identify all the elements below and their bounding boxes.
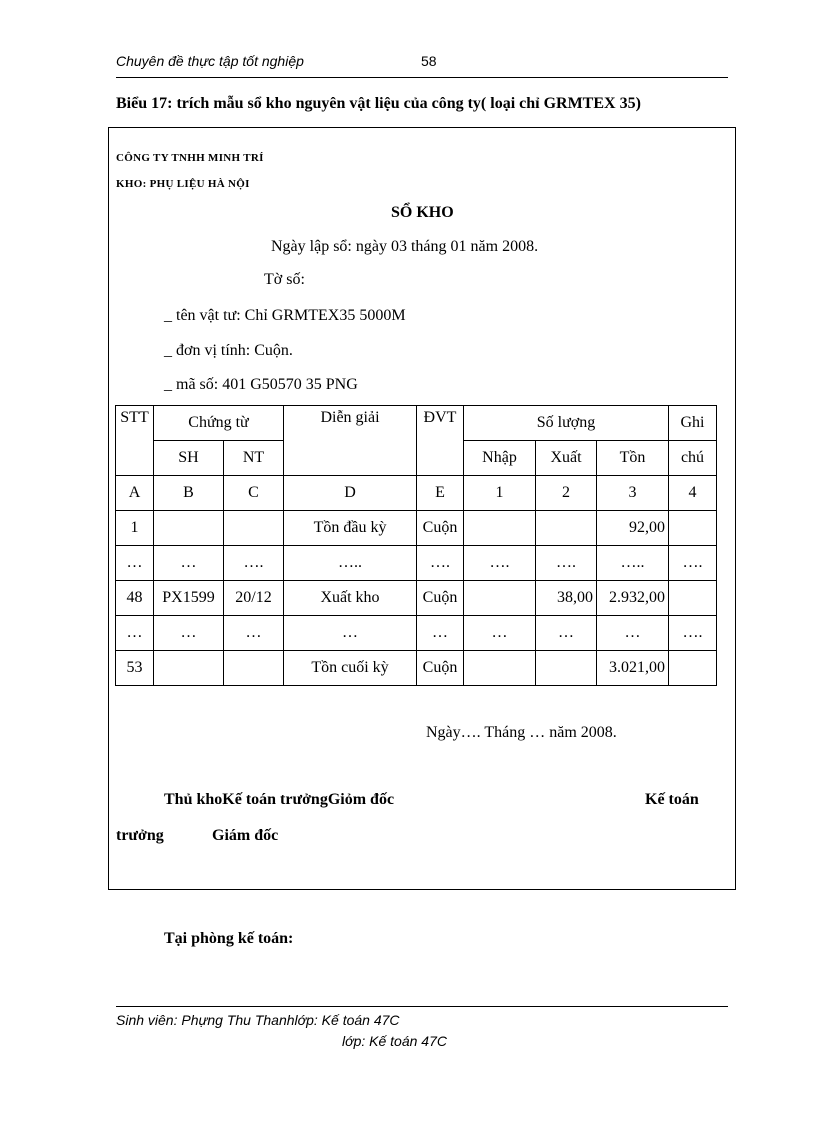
- cell-nt: …: [224, 616, 284, 651]
- signature-date: Ngày…. Tháng … năm 2008.: [426, 724, 617, 741]
- table-letter-row: [116, 476, 717, 511]
- company-name: CÔNG TY TNHH MINH TRÍ: [116, 152, 264, 164]
- cell-nt: [224, 651, 284, 686]
- signature-title-right: Kế toán: [645, 791, 699, 808]
- cell-dien-giai: …..: [284, 546, 417, 581]
- header-ton: Tồn: [597, 441, 669, 476]
- cell-xuat: [536, 511, 597, 546]
- letter-cell: A: [116, 476, 154, 511]
- cell-dvt: Cuộn: [417, 511, 464, 546]
- signature-titles: Thủ khoKế toán trưởngGiỏm đốc: [164, 791, 395, 808]
- cell-xuat: [536, 651, 597, 686]
- warehouse-name: KHO: PHỤ LIỆU HÀ NỘI: [116, 178, 250, 190]
- letter-cell: B: [154, 476, 224, 511]
- header-so-luong: Số lượng: [464, 406, 669, 441]
- page-number: 58: [421, 53, 437, 69]
- table-header-row: [116, 406, 717, 441]
- cell-sh: [154, 511, 224, 546]
- letter-cell: 1: [464, 476, 536, 511]
- cell-dien-giai: Tồn cuối kỳ: [284, 651, 417, 686]
- cell-dvt: Cuộn: [417, 651, 464, 686]
- header-rule: [116, 77, 728, 78]
- cell-sh: [154, 651, 224, 686]
- signature-title-giam-doc: Giám đốc: [212, 827, 279, 844]
- cell-dien-giai: Xuất kho: [284, 581, 417, 616]
- letter-cell: 3: [597, 476, 669, 511]
- cell-ghi-chu: ….: [669, 616, 717, 651]
- cell-nhap: [464, 511, 536, 546]
- cell-sh: …: [154, 546, 224, 581]
- header-dien-giai: Diễn giải: [284, 406, 417, 476]
- header-xuat: Xuất: [536, 441, 597, 476]
- header-chung-tu: Chứng từ: [154, 406, 284, 441]
- cell-xuat: ….: [536, 546, 597, 581]
- table-row: [116, 546, 717, 581]
- cell-xuat: …: [536, 616, 597, 651]
- signature-title-truong: trưởng: [116, 827, 164, 844]
- cell-nt: 20/12: [224, 581, 284, 616]
- figure-caption: Biểu 17: trích mẫu sổ kho nguyên vật liệu của công ty( loại chỉ GRMTEX 35): [116, 95, 641, 112]
- header-nhap: Nhập: [464, 441, 536, 476]
- cell-nhap: …: [464, 616, 536, 651]
- document-title: SỔ KHO: [391, 204, 454, 221]
- item-name: _ tên vật tư: Chỉ GRMTEX35 5000M: [164, 307, 406, 324]
- letter-cell: E: [417, 476, 464, 511]
- cell-xuat: 38,00: [536, 581, 597, 616]
- footer-student: Sinh viên: Phựng Thu Thanhlớp: Kế toán 47C: [116, 1012, 400, 1028]
- cell-stt: …: [116, 546, 154, 581]
- cell-ghi-chu: ….: [669, 546, 717, 581]
- cell-nt: ….: [224, 546, 284, 581]
- cell-dvt: …: [417, 616, 464, 651]
- cell-dvt: ….: [417, 546, 464, 581]
- code-line: _ mã số: 401 G50570 35 PNG: [164, 376, 358, 393]
- cell-stt: 1: [116, 511, 154, 546]
- letter-cell: C: [224, 476, 284, 511]
- cell-stt: 53: [116, 651, 154, 686]
- cell-nhap: ….: [464, 546, 536, 581]
- cell-nhap: [464, 651, 536, 686]
- cell-ghi-chu: [669, 581, 717, 616]
- cell-nt: [224, 511, 284, 546]
- ledger-table: [115, 405, 717, 686]
- office-note: Tại phòng kế toán:: [164, 930, 294, 947]
- cell-stt: …: [116, 616, 154, 651]
- cell-ghi-chu: [669, 511, 717, 546]
- cell-ton: 92,00: [597, 511, 669, 546]
- header-dvt: ĐVT: [417, 406, 464, 476]
- cell-dvt: Cuộn: [417, 581, 464, 616]
- cell-ton: …..: [597, 546, 669, 581]
- footer-rule: [116, 1006, 728, 1007]
- table-row: [116, 616, 717, 651]
- cell-dien-giai: Tồn đầu kỳ: [284, 511, 417, 546]
- cell-dien-giai: …: [284, 616, 417, 651]
- letter-cell: 4: [669, 476, 717, 511]
- header-stt: STT: [116, 406, 154, 476]
- table-row: [116, 581, 717, 616]
- cell-nhap: [464, 581, 536, 616]
- letter-cell: D: [284, 476, 417, 511]
- letter-cell: 2: [536, 476, 597, 511]
- header-title: Chuyên đề thực tập tốt nghiệp: [116, 53, 304, 69]
- unit-line: _ đơn vị tính: Cuộn.: [164, 342, 293, 359]
- cell-ghi-chu: [669, 651, 717, 686]
- header-chu: chú: [669, 441, 717, 476]
- cell-ton: …: [597, 616, 669, 651]
- header-nt: NT: [224, 441, 284, 476]
- header-sh: SH: [154, 441, 224, 476]
- cell-ton: 3.021,00: [597, 651, 669, 686]
- sheet-number: Tờ số:: [264, 271, 305, 288]
- footer-class: lớp: Kế toán 47C: [342, 1033, 447, 1049]
- cell-sh: PX1599: [154, 581, 224, 616]
- header-ghi: Ghi: [669, 406, 717, 441]
- cell-ton: 2.932,00: [597, 581, 669, 616]
- cell-stt: 48: [116, 581, 154, 616]
- cell-sh: …: [154, 616, 224, 651]
- table-row: [116, 511, 717, 546]
- table-row: [116, 651, 717, 686]
- date-line: Ngày lập sổ: ngày 03 tháng 01 năm 2008.: [271, 238, 539, 255]
